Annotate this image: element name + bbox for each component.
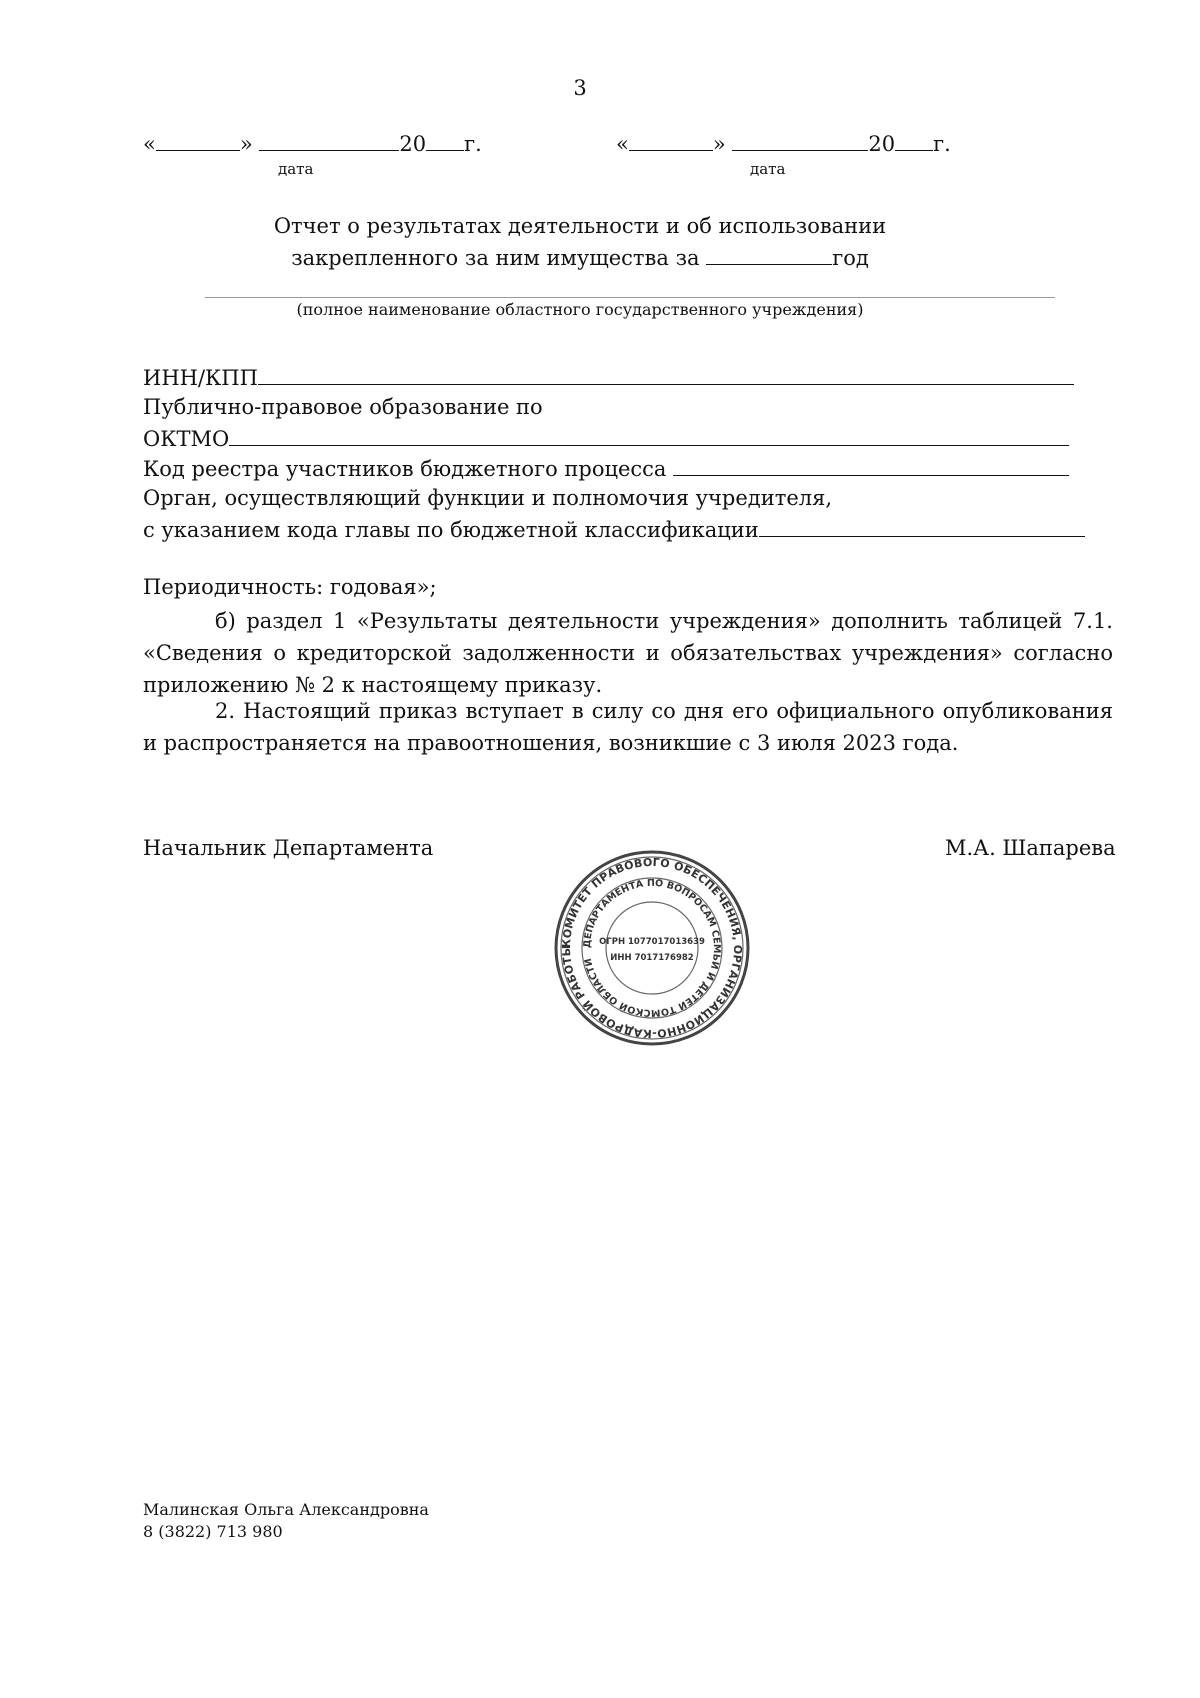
date-year-blank [895, 130, 933, 151]
report-title-prefix: закрепленного за ним имущества за [291, 246, 700, 270]
report-title-line2 [0, 242, 1160, 274]
paragraph-2-text: 2. Настоящий приказ вступает в силу со дня его официального опубликования и распространяется на правоотношения, возникшие с 3 июля 2023 года. [143, 699, 1113, 755]
date-close-quote: » [712, 132, 726, 156]
paragraph-2 [143, 695, 1113, 759]
svg-text:ДЕПАРТАМЕНТА ПО ВОПРОСАМ СЕМЬИ [582, 878, 722, 1018]
field-founder-label: с указанием кода главы по бюджетной классификации [143, 518, 759, 542]
official-stamp [552, 848, 752, 1052]
contact-name: Малинская Ольга Александровна [143, 1500, 429, 1519]
date-block-2 [616, 130, 951, 156]
date-month-blank [732, 130, 868, 151]
field-public-entity: Публично-правовое образование по [143, 395, 543, 419]
field-founder-blank [759, 516, 1085, 537]
date-day-blank [156, 130, 240, 151]
date-year-prefix: 20 [868, 132, 896, 156]
contact-phone: 8 (3822) 713 980 [143, 1522, 283, 1541]
paragraph-b-text: б) раздел 1 «Результаты деятельности учреждения» дополнить таблицей 7.1. «Сведения о кредиторской задолженности и обязательствах учреждения» согласно приложению № 2 к настоящему приказу. [143, 609, 1113, 697]
field-inn-kpp-blank [258, 364, 1074, 385]
stamp-seal-icon [552, 848, 752, 1048]
date-day-blank [629, 130, 713, 151]
date-block-1 [143, 130, 482, 156]
report-title-suffix: год [832, 246, 869, 270]
signatory-position: Начальник Департамента [143, 836, 434, 860]
field-oktmo-blank [229, 425, 1069, 446]
report-title-line1: Отчет о результатах деятельности и об использовании [273, 214, 887, 238]
date-open-quote: « [143, 132, 156, 156]
stamp-inn: ИНН 7017176982 [610, 953, 694, 963]
field-registry-code-label: Код реестра участников бюджетного процесса [143, 457, 667, 481]
periodicity: Периодичность: годовая»; [143, 575, 437, 599]
field-inn-kpp [143, 364, 1074, 390]
page-number: 3 [573, 76, 587, 100]
paragraph-b [143, 605, 1113, 701]
stamp-outer-text: КОМИТЕТ ПРАВОВОГО ОБЕСПЕЧЕНИЯ, ОРГАНИЗАЦИОННО-КАДРОВОЙ РАБОТЫ [559, 855, 745, 1041]
field-founder-line2 [143, 516, 1085, 542]
field-oktmo [143, 425, 1069, 451]
date-open-quote: « [616, 132, 629, 156]
report-year-blank [706, 244, 832, 265]
date-month-blank [259, 130, 399, 151]
field-registry-code-blank [673, 455, 1069, 476]
date-caption-1: дата [278, 160, 314, 178]
stamp-ogrn: ОГРН 1077017013639 [599, 937, 705, 947]
institution-caption: (полное наименование областного государственного учреждения) [296, 300, 864, 319]
signatory-name: М.А. Шапарева [945, 836, 1116, 860]
field-inn-kpp-label: ИНН/КПП [143, 366, 258, 390]
date-close-quote: » [239, 132, 253, 156]
date-year-suffix: г. [464, 132, 482, 156]
date-year-blank [426, 130, 464, 151]
report-title [0, 210, 1160, 274]
stamp-middle-text: ДЕПАРТАМЕНТА ПО ВОПРОСАМ СЕМЬИ И ДЕТЕЙ ТОМСКОЙ ОБЛАСТИ [581, 877, 723, 1019]
field-registry-code [143, 455, 1069, 481]
date-year-prefix: 20 [399, 132, 427, 156]
date-year-suffix: г. [933, 132, 951, 156]
institution-name-line [205, 297, 1055, 298]
date-caption-2: дата [750, 160, 786, 178]
field-founder-line1: Орган, осуществляющий функции и полномочия учредителя, [143, 486, 833, 510]
field-oktmo-label: ОКТМО [143, 427, 230, 451]
